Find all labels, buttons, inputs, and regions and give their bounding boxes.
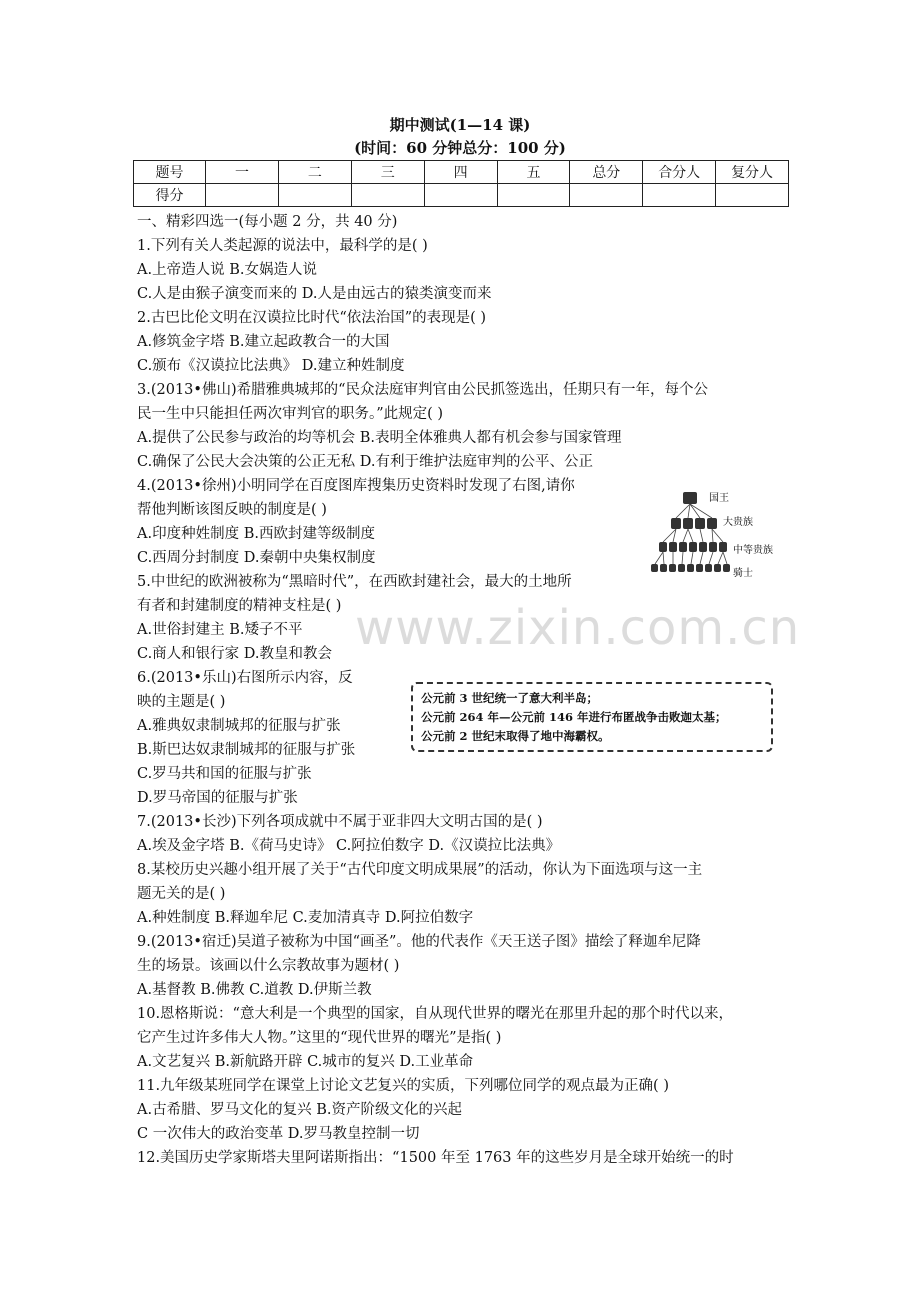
score-table-cell: 总分 (570, 161, 643, 184)
question-line: 帮他判断该图反映的制度是( ) (137, 502, 327, 518)
option-line: A.文艺复兴 B.新航路开辟 C.城市的复兴 D.工业革命 (137, 1054, 474, 1070)
option-line: A.修筑金字塔 B.建立起政教合一的大国 (137, 334, 390, 350)
score-table (133, 160, 789, 207)
knight-icons (651, 564, 730, 572)
question-line: 4.(2013•徐州)小明同学在百度图库搜集历史资料时发现了右图,请你 (137, 478, 575, 494)
question-line: 8.某校历史兴趣小组开展了关于“古代印度文明成果展”的活动，你认为下面选项与这一主 (137, 862, 703, 878)
option-line: C 一次伟大的政治变革 D.罗马教皇控制一切 (137, 1126, 420, 1142)
question-line: 它产生过许多伟大人物。”这里的“现代世界的曙光”是指( ) (137, 1030, 502, 1046)
option-line: C.确保了公民大会决策的公正无私 D.有利于维护法庭审判的公平、公正 (137, 454, 594, 470)
score-table-cell: 五 (497, 161, 570, 184)
question-line: 5.中世纪的欧洲被称为“黑暗时代”，在西欧封建社会，最大的土地所 (137, 574, 572, 590)
score-input-cell[interactable] (497, 184, 570, 207)
figure-text-line: 公元前 264 年—公元前 146 年进行布匿战争击败迦太基； (421, 710, 727, 724)
score-table-cell: 四 (424, 161, 497, 184)
question-line: 10.恩格斯说：“意大利是一个典型的国家，自从现代世界的曙光在那里升起的那个时代以来， (137, 1006, 733, 1022)
section-heading: 一、精彩四选一(每小题 2 分，共 40 分) (137, 214, 398, 230)
great-noble-icons (671, 518, 717, 529)
score-table-cell: 一 (206, 161, 279, 184)
score-input-cell[interactable] (278, 184, 351, 207)
watermark: www.zixin.com.cn (355, 600, 801, 656)
score-table-cell: 三 (351, 161, 424, 184)
option-line: C.商人和银行家 D.教皇和教会 (137, 646, 333, 662)
question-line: 12.美国历史学家斯塔夫里阿诺斯指出：“1500 年至 1763 年的这些岁月是全球开始统一的时 (137, 1150, 734, 1166)
score-table-cell: 题号 (134, 161, 206, 184)
question-line: 9.(2013•宿迁)吴道子被称为中国“画圣”。他的代表作《天王送子图》描绘了释迦牟尼降 (137, 934, 701, 950)
score-input-cell[interactable] (643, 184, 716, 207)
option-line: B.斯巴达奴隶制城邦的征服与扩张 (137, 742, 356, 758)
score-input-cell[interactable] (351, 184, 424, 207)
option-line: A.上帝造人说 B.女娲造人说 (137, 262, 317, 278)
score-table-cell: 复分人 (716, 161, 789, 184)
score-input-cell[interactable] (424, 184, 497, 207)
option-line: A.提供了公民参与政治的均等机会 B.表明全体雅典人都有机会参与国家管理 (137, 430, 622, 446)
score-input-cell[interactable] (570, 184, 643, 207)
question-line: 有者和封建制度的精神支柱是( ) (137, 598, 342, 614)
option-line: A.古希腊、罗马文化的复兴 B.资产阶级文化的兴起 (137, 1102, 462, 1118)
question-line: 3.(2013•佛山)希腊雅典城邦的“民众法庭审判官由公民抓签选出，任期只有一年，每个公 (137, 382, 709, 398)
score-table-cell: 合分人 (643, 161, 716, 184)
score-input-cell[interactable] (716, 184, 789, 207)
figure-text-line: 公元前 2 世纪末取得了地中海霸权。 (421, 729, 610, 743)
fig-label-great-noble: 大贵族 (723, 517, 753, 528)
middle-noble-icons (659, 542, 727, 552)
exam-subtitle: (时间：60 分钟总分：100 分) (354, 139, 566, 157)
score-table-header-row (134, 161, 789, 184)
option-line: A.埃及金字塔 B.《荷马史诗》 C.阿拉伯数字 D.《汉谟拉比法典》 (137, 838, 561, 854)
figure-text-line: 公元前 3 世纪统一了意大利半岛； (421, 691, 599, 705)
question-line: 11.九年级某班同学在课堂上讨论文艺复兴的实质，下列哪位同学的观点最为正确( ) (137, 1078, 669, 1094)
question-line: 6.(2013•乐山)右图所示内容，反 (137, 670, 353, 686)
option-line: A.世俗封建主 B.矮子不平 (137, 622, 303, 638)
rome-expansion-figure (411, 682, 773, 752)
option-line: C.颁布《汉谟拉比法典》 D.建立种姓制度 (137, 358, 405, 374)
option-line: A.雅典奴隶制城邦的征服与扩张 (137, 718, 341, 734)
fig-label-middle-noble: 中等贵族 (733, 545, 773, 556)
fig-label-knight: 骑士 (733, 568, 753, 579)
feudal-hierarchy-figure (645, 484, 790, 584)
question-line: 题无关的是( ) (137, 886, 226, 902)
question-line: 生的场景。该画以什么宗教故事为题材( ) (137, 958, 400, 974)
question-line: 2.古巴比伦文明在汉谟拉比时代“依法治国”的表现是( ) (137, 310, 487, 326)
option-line: C.人是由猴子演变而来的 D.人是由远古的猿类演变而来 (137, 286, 492, 302)
option-line: C.西周分封制度 D.秦朝中央集权制度 (137, 550, 376, 566)
score-table-cell: 二 (278, 161, 351, 184)
question-line: 映的主题是( ) (137, 694, 226, 710)
option-line: C.罗马共和国的征服与扩张 (137, 766, 312, 782)
option-line: A.印度种姓制度 B.西欧封建等级制度 (137, 526, 375, 542)
question-line: 民一生中只能担任两次审判官的职务。”此规定( ) (137, 406, 444, 422)
score-input-cell[interactable] (206, 184, 279, 207)
question-line: 1.下列有关人类起源的说法中，最科学的是( ) (137, 238, 428, 254)
option-line: A.种姓制度 B.释迦牟尼 C.麦加清真寺 D.阿拉伯数字 (137, 910, 474, 926)
option-line: D.罗马帝国的征服与扩张 (137, 790, 298, 806)
score-table-cell: 得分 (134, 184, 206, 207)
score-table-score-row (134, 184, 789, 207)
option-line: A.基督教 B.佛教 C.道教 D.伊斯兰教 (137, 982, 372, 998)
question-line: 7.(2013•长沙)下列各项成就中不属于亚非四大文明古国的是( ) (137, 814, 543, 830)
exam-title: 期中测试(1—14 课) (389, 116, 531, 134)
fig-label-king: 国王 (709, 493, 729, 504)
king-icon (683, 492, 697, 504)
